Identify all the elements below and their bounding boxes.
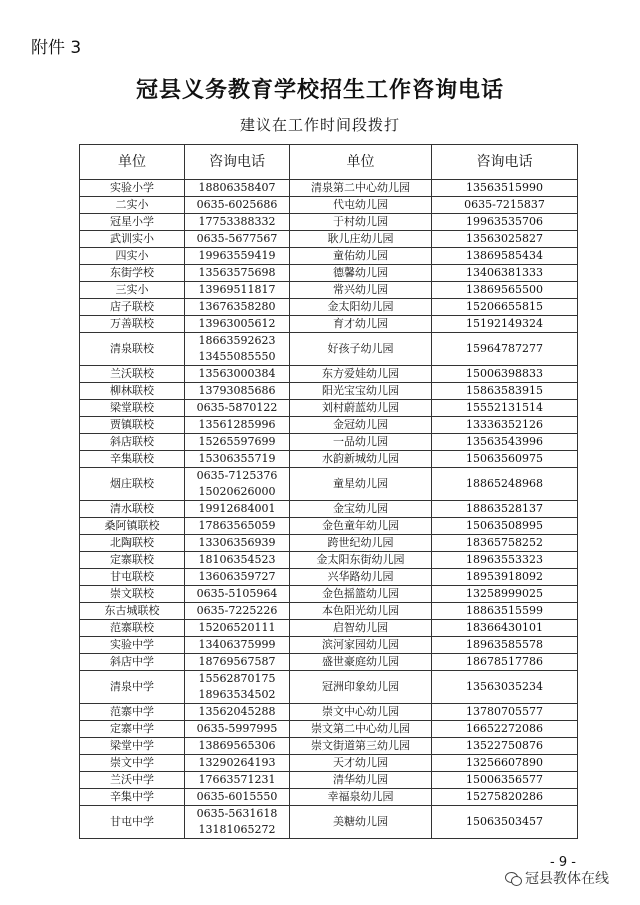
school-name: 东古城联校	[80, 603, 185, 620]
kindergarten-name: 德馨幼儿园	[290, 265, 432, 282]
phone-number: 18806358407	[198, 181, 276, 194]
kindergarten-phone: 18863515599	[432, 603, 578, 620]
kindergarten-name: 冠洲印象幼儿园	[290, 671, 432, 704]
kindergarten-phone: 15063503457	[432, 806, 578, 839]
phone-number: 0635-7225226	[196, 604, 278, 617]
school-name: 辛集中学	[80, 789, 185, 806]
kindergarten-phone: 18963585578	[432, 637, 578, 654]
school-phone	[185, 552, 290, 569]
kindergarten-phone: 13869565500	[432, 282, 578, 299]
school-name: 北陶联校	[80, 535, 185, 552]
school-phone	[185, 721, 290, 738]
school-name: 定寨中学	[80, 721, 185, 738]
table-row	[80, 501, 578, 518]
school-name: 桑阿镇联校	[80, 518, 185, 535]
table-row	[80, 417, 578, 434]
table-row	[80, 400, 578, 417]
school-name: 斜店中学	[80, 654, 185, 671]
page-number: - 9 -	[550, 855, 576, 870]
table-row	[80, 366, 578, 383]
school-name: 梁堂联校	[80, 400, 185, 417]
table-row	[80, 654, 578, 671]
kindergarten-name: 金色摇篮幼儿园	[290, 586, 432, 603]
kindergarten-name: 崇文第二中心幼儿园	[290, 721, 432, 738]
phone-number: 0635-5631618	[196, 807, 278, 820]
school-name: 冠星小学	[80, 214, 185, 231]
kindergarten-name: 常兴幼儿园	[290, 282, 432, 299]
kindergarten-phone: 13336352126	[432, 417, 578, 434]
school-phone	[185, 180, 290, 197]
table-row	[80, 383, 578, 400]
kindergarten-phone: 15192149324	[432, 316, 578, 333]
kindergarten-phone: 16652272086	[432, 721, 578, 738]
wechat-icon	[505, 871, 521, 885]
kindergarten-name: 水韵新城幼儿园	[290, 451, 432, 468]
kindergarten-name: 滨河家园幼儿园	[290, 637, 432, 654]
kindergarten-name: 金色童年幼儿园	[290, 518, 432, 535]
school-phone	[185, 214, 290, 231]
table-row	[80, 434, 578, 451]
school-name: 实验小学	[80, 180, 185, 197]
kindergarten-phone: 15063508995	[432, 518, 578, 535]
phone-number: 0635-5870122	[196, 401, 278, 414]
kindergarten-name: 金太阳幼儿园	[290, 299, 432, 316]
school-phone	[185, 248, 290, 265]
table-row	[80, 738, 578, 755]
table-row	[80, 180, 578, 197]
kindergarten-phone: 18953918092	[432, 569, 578, 586]
school-name: 崇文中学	[80, 755, 185, 772]
school-name: 崇文联校	[80, 586, 185, 603]
phone-number: 18963534502	[198, 688, 276, 701]
school-phone	[185, 451, 290, 468]
kindergarten-name: 刘村蔚蓝幼儿园	[290, 400, 432, 417]
table-body	[80, 180, 578, 839]
kindergarten-phone: 18366430101	[432, 620, 578, 637]
kindergarten-name: 育才幼儿园	[290, 316, 432, 333]
phone-number: 0635-5997995	[196, 722, 278, 735]
kindergarten-phone: 15006356577	[432, 772, 578, 789]
phone-number: 18663592623	[198, 334, 276, 347]
table-row	[80, 704, 578, 721]
phone-number: 15562870175	[198, 672, 276, 685]
kindergarten-name: 阳光宝宝幼儿园	[290, 383, 432, 400]
kindergarten-phone: 18365758252	[432, 535, 578, 552]
header-phone-2: 咨询电话	[432, 145, 578, 180]
kindergarten-name: 金宝幼儿园	[290, 501, 432, 518]
kindergarten-name: 本色阳光幼儿园	[290, 603, 432, 620]
kindergarten-name: 代屯幼儿园	[290, 197, 432, 214]
school-name: 斜店联校	[80, 434, 185, 451]
table-row	[80, 299, 578, 316]
phone-number: 13563000384	[198, 367, 276, 380]
phone-number: 0635-6015550	[196, 790, 278, 803]
table-row	[80, 586, 578, 603]
kindergarten-phone: 15063560975	[432, 451, 578, 468]
kindergarten-phone: 13256607890	[432, 755, 578, 772]
table-row	[80, 333, 578, 366]
contact-table	[79, 144, 578, 839]
table-row	[80, 806, 578, 839]
kindergarten-name: 启智幼儿园	[290, 620, 432, 637]
table-row	[80, 755, 578, 772]
phone-number: 17663571231	[198, 773, 276, 786]
table-row	[80, 603, 578, 620]
school-name: 定寨联校	[80, 552, 185, 569]
school-name: 二实小	[80, 197, 185, 214]
kindergarten-phone: 18863528137	[432, 501, 578, 518]
school-phone	[185, 789, 290, 806]
kindergarten-phone: 13780705577	[432, 704, 578, 721]
phone-number: 18769567587	[198, 655, 276, 668]
school-name: 武训实小	[80, 231, 185, 248]
kindergarten-name: 金冠幼儿园	[290, 417, 432, 434]
header-unit-1: 单位	[80, 145, 185, 180]
school-phone	[185, 366, 290, 383]
kindergarten-phone: 15964787277	[432, 333, 578, 366]
kindergarten-phone: 13258999025	[432, 586, 578, 603]
table-row	[80, 552, 578, 569]
kindergarten-phone: 13563515990	[432, 180, 578, 197]
kindergarten-phone: 13869585434	[432, 248, 578, 265]
kindergarten-phone: 15206655815	[432, 299, 578, 316]
kindergarten-name: 一品幼儿园	[290, 434, 432, 451]
school-phone	[185, 231, 290, 248]
kindergarten-name: 童佑幼儿园	[290, 248, 432, 265]
table-row	[80, 620, 578, 637]
school-phone	[185, 569, 290, 586]
school-phone	[185, 755, 290, 772]
kindergarten-phone: 13563025827	[432, 231, 578, 248]
kindergarten-phone: 18865248968	[432, 468, 578, 501]
table-row	[80, 721, 578, 738]
phone-number: 13963005612	[198, 317, 276, 330]
school-name: 贾镇联校	[80, 417, 185, 434]
table-row	[80, 451, 578, 468]
school-name: 兰沃中学	[80, 772, 185, 789]
school-phone	[185, 468, 290, 501]
school-phone	[185, 806, 290, 839]
phone-number: 13455085550	[198, 350, 276, 363]
school-name: 实验中学	[80, 637, 185, 654]
kindergarten-name: 于村幼儿园	[290, 214, 432, 231]
phone-number: 15020626000	[198, 485, 276, 498]
phone-number: 19963559419	[198, 249, 276, 262]
kindergarten-name: 清泉第二中心幼儿园	[290, 180, 432, 197]
school-name: 三实小	[80, 282, 185, 299]
school-phone	[185, 434, 290, 451]
kindergarten-name: 兴华路幼儿园	[290, 569, 432, 586]
school-phone	[185, 586, 290, 603]
phone-number: 13561285996	[198, 418, 276, 431]
kindergarten-phone: 13563543996	[432, 434, 578, 451]
school-name: 柳林联校	[80, 383, 185, 400]
school-phone	[185, 671, 290, 704]
header-unit-2: 单位	[290, 145, 432, 180]
table-row	[80, 197, 578, 214]
kindergarten-phone: 13406381333	[432, 265, 578, 282]
school-name: 清水联校	[80, 501, 185, 518]
kindergarten-name: 盛世豪庭幼儿园	[290, 654, 432, 671]
school-name: 范寨联校	[80, 620, 185, 637]
table-row	[80, 772, 578, 789]
school-phone	[185, 535, 290, 552]
document-title: 冠县义务教育学校招生工作咨询电话	[135, 77, 504, 103]
phone-number: 13606359727	[198, 570, 276, 583]
phone-number: 15206520111	[198, 621, 276, 634]
phone-number: 15265597699	[198, 435, 276, 448]
phone-number: 0635-5105964	[196, 587, 278, 600]
header-phone-1: 咨询电话	[185, 145, 290, 180]
school-phone	[185, 316, 290, 333]
school-phone	[185, 603, 290, 620]
school-phone	[185, 637, 290, 654]
kindergarten-phone: 15275820286	[432, 789, 578, 806]
kindergarten-name: 崇文中心幼儿园	[290, 704, 432, 721]
kindergarten-name: 东方爱娃幼儿园	[290, 366, 432, 383]
phone-number: 13676358280	[198, 300, 276, 313]
kindergarten-phone: 13522750876	[432, 738, 578, 755]
table-row	[80, 637, 578, 654]
school-phone	[185, 197, 290, 214]
watermark	[505, 868, 609, 888]
kindergarten-phone: 15863583915	[432, 383, 578, 400]
school-name: 四实小	[80, 248, 185, 265]
school-name: 清泉联校	[80, 333, 185, 366]
phone-number: 13306356939	[198, 536, 276, 549]
phone-number: 17863565059	[198, 519, 276, 532]
phone-number: 13869565306	[198, 739, 276, 752]
school-phone	[185, 417, 290, 434]
kindergarten-name: 美糖幼儿园	[290, 806, 432, 839]
table-row	[80, 789, 578, 806]
school-phone	[185, 501, 290, 518]
school-phone	[185, 704, 290, 721]
phone-number: 13793085686	[198, 384, 276, 397]
school-name: 梁堂中学	[80, 738, 185, 755]
kindergarten-name: 跨世纪幼儿园	[290, 535, 432, 552]
kindergarten-phone: 15006398833	[432, 366, 578, 383]
school-phone	[185, 299, 290, 316]
school-phone	[185, 654, 290, 671]
kindergarten-name: 耿儿庄幼儿园	[290, 231, 432, 248]
document-subtitle: 建议在工作时间段拨打	[239, 116, 400, 134]
kindergarten-phone: 19963535706	[432, 214, 578, 231]
school-name: 辛集联校	[80, 451, 185, 468]
phone-number: 19912684001	[198, 502, 276, 515]
kindergarten-name: 童星幼儿园	[290, 468, 432, 501]
table-row	[80, 265, 578, 282]
kindergarten-phone: 0635-7215837	[432, 197, 578, 214]
kindergarten-name: 好孩子幼儿园	[290, 333, 432, 366]
kindergarten-phone: 15552131514	[432, 400, 578, 417]
table-row	[80, 214, 578, 231]
school-phone	[185, 772, 290, 789]
phone-number: 13406375999	[198, 638, 276, 651]
kindergarten-name: 金太阳东街幼儿园	[290, 552, 432, 569]
kindergarten-name: 天才幼儿园	[290, 755, 432, 772]
phone-number: 18106354523	[198, 553, 276, 566]
school-name: 甘屯联校	[80, 569, 185, 586]
table-row	[80, 282, 578, 299]
kindergarten-name: 幸福泉幼儿园	[290, 789, 432, 806]
school-name: 烟庄联校	[80, 468, 185, 501]
school-name: 甘屯中学	[80, 806, 185, 839]
attachment-label: 附件 3	[31, 38, 82, 58]
kindergarten-phone: 18678517786	[432, 654, 578, 671]
phone-number: 0635-5677567	[196, 232, 278, 245]
school-name: 店子联校	[80, 299, 185, 316]
phone-number: 17753388332	[198, 215, 276, 228]
school-phone	[185, 282, 290, 299]
table-row	[80, 671, 578, 704]
table-row	[80, 518, 578, 535]
phone-number: 13562045288	[198, 705, 276, 718]
table-row	[80, 468, 578, 501]
phone-number: 0635-6025686	[196, 198, 278, 211]
table-row	[80, 316, 578, 333]
table-row	[80, 248, 578, 265]
school-phone	[185, 738, 290, 755]
phone-number: 13181065272	[198, 823, 276, 836]
table-header-row	[80, 145, 578, 180]
phone-number: 15306355719	[198, 452, 276, 465]
school-phone	[185, 265, 290, 282]
kindergarten-phone: 13563035234	[432, 671, 578, 704]
phone-number: 13969511817	[198, 283, 276, 296]
school-phone	[185, 620, 290, 637]
school-phone	[185, 400, 290, 417]
school-name: 清泉中学	[80, 671, 185, 704]
school-name: 万善联校	[80, 316, 185, 333]
school-phone	[185, 518, 290, 535]
table-row	[80, 569, 578, 586]
table-row	[80, 535, 578, 552]
school-phone	[185, 333, 290, 366]
phone-number: 13290264193	[198, 756, 276, 769]
school-name: 范寨中学	[80, 704, 185, 721]
watermark-text: 冠县教体在线	[525, 871, 609, 887]
kindergarten-name: 清华幼儿园	[290, 772, 432, 789]
table-row	[80, 231, 578, 248]
phone-number: 13563575698	[198, 266, 276, 279]
school-name: 兰沃联校	[80, 366, 185, 383]
kindergarten-phone: 18963553323	[432, 552, 578, 569]
kindergarten-name: 崇文街道第三幼儿园	[290, 738, 432, 755]
school-name: 东街学校	[80, 265, 185, 282]
school-phone	[185, 383, 290, 400]
phone-number: 0635-7125376	[196, 469, 278, 482]
